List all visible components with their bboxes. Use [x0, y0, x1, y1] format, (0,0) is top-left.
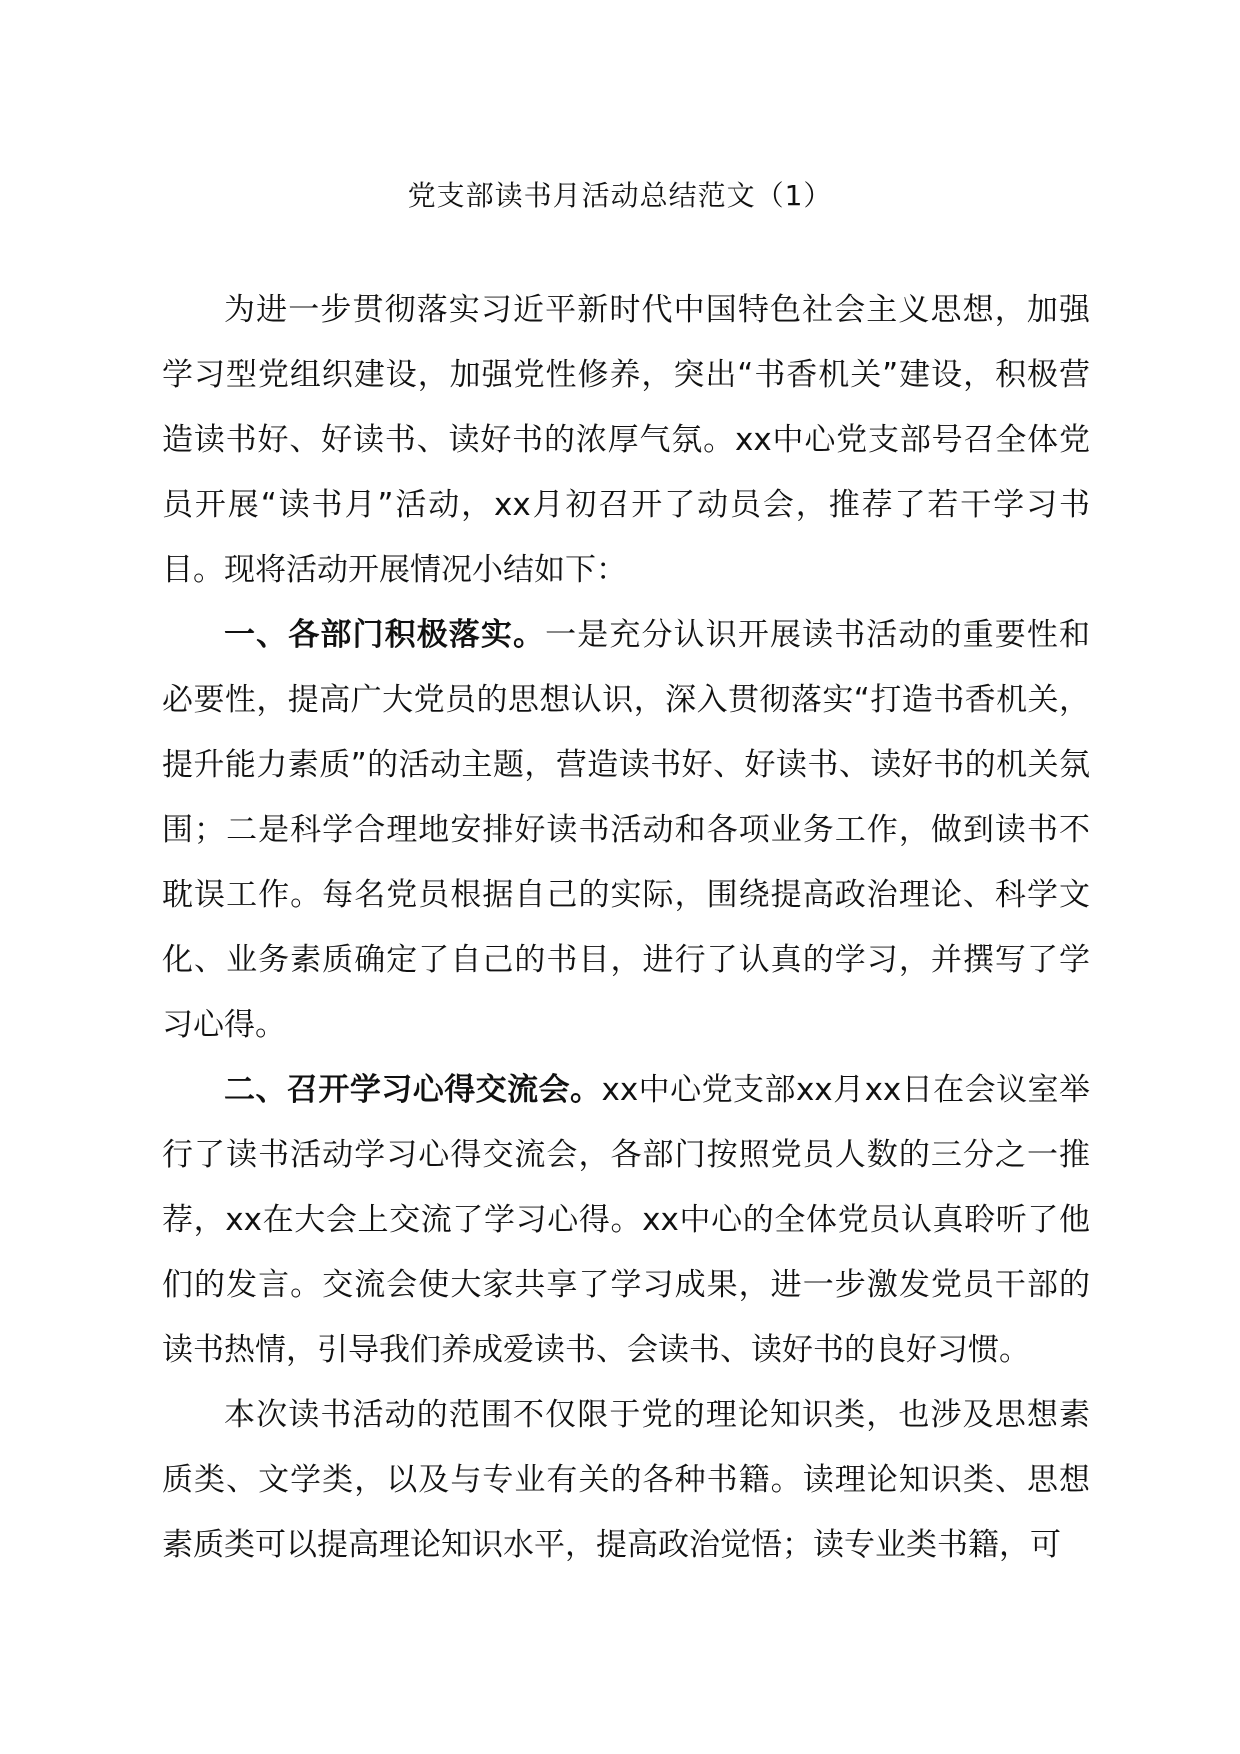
document-title: 党支部读书月活动总结范文（1） — [407, 179, 833, 212]
paragraph-scope — [162, 1383, 1090, 1578]
section-two-text: xx中心党支部xx月xx日在会议室举行了读书活动学习心得交流会，各部门按照党员人数的三分之一推荐，xx在大会上交流了学习心得。xx中心的全体党员认真聆听了他们的发言。交流会使大家共享了学习成果，进一步激发党员干部的读书热情，引导我们养成爱读书、会读书、读好书的良好习惯。 — [162, 1072, 1091, 1368]
section-one-text: 一是充分认识开展读书活动的重要性和必要性，提高广大党员的思想认识，深入贯彻落实“打造书香机关，提升能力素质”的活动主题，营造读书好、好读书、读好书的机关氛围；二是科学合理地安排好读书活动和各项业务工作，做到读书不耽误工作。每名党员根据自己的实际，围绕提高政治理论、科学文化、业务素质确定了自己的书目，进行了认真的学习，并撰写了学习心得。 — [162, 617, 1091, 1043]
paragraph-intro — [162, 278, 1090, 603]
paragraph-scope-text: 本次读书活动的范围不仅限于党的理论知识类，也涉及思想素质类、文学类，以及与专业有关的各种书籍。读理论知识类、思想素质类可以提高理论知识水平，提高政治觉悟；读专业类书籍，可 — [162, 1397, 1090, 1563]
section-one-heading: 一、各部门积极落实。 — [224, 617, 546, 653]
section-two-heading: 二、召开学习心得交流会。 — [224, 1072, 602, 1108]
paragraph-section-one — [162, 603, 1090, 1058]
document-body — [162, 278, 1090, 1578]
paragraph-section-two — [162, 1058, 1090, 1383]
paragraph-intro-text: 为进一步贯彻落实习近平新时代中国特色社会主义思想，加强学习型党组织建设，加强党性修养，突出“书香机关”建设，积极营造读书好、好读书、读好书的浓厚气氛。xx中心党支部号召全体党员开展“读书月”活动，xx月初召开了动员会，推荐了若干学习书目。现将活动开展情况小结如下： — [162, 292, 1090, 588]
